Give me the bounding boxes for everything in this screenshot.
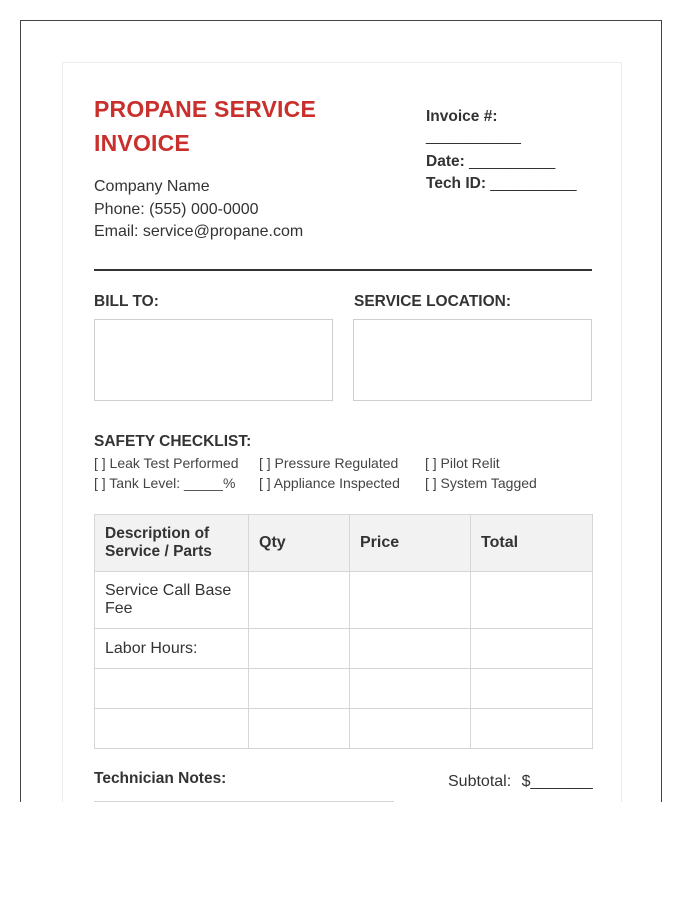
invoice-title: PROPANE SERVICE INVOICE [94,96,316,156]
company-phone: Phone: (555) 000-0000 [94,200,259,218]
cell-qty[interactable] [249,709,350,749]
cell-qty[interactable] [249,629,350,669]
header-divider [94,269,592,271]
cell-description[interactable] [95,709,249,749]
checklist-title: SAFETY CHECKLIST: [94,433,252,450]
checklist-item[interactable]: [ ] Leak Test Performed [94,455,239,471]
company-info [94,176,303,244]
header-price: Price [350,515,471,572]
cell-qty[interactable] [249,572,350,629]
invoice-sheet [62,62,622,802]
tech-id-field[interactable] [426,175,577,193]
table-row [95,629,593,669]
cell-price[interactable] [350,629,471,669]
cell-total[interactable] [471,629,593,669]
table-row [95,669,593,709]
tech-id-label: Tech ID: [426,175,486,192]
service-location-label: SERVICE LOCATION: [354,293,512,310]
cell-total[interactable] [471,572,593,629]
technician-notes-label: Technician Notes: [94,770,227,787]
header-total: Total [471,515,593,572]
service-location-box[interactable] [353,319,592,401]
header-qty: Qty [249,515,350,572]
cell-price[interactable] [350,669,471,709]
checklist-item[interactable]: [ ] Pressure Regulated [259,455,399,471]
bill-to-box[interactable] [94,319,333,401]
subtotal-line [448,773,593,791]
page-frame [20,20,662,802]
invoice-number-label: Invoice #: [426,108,498,125]
date-blank: __________ [469,153,556,170]
checklist-item[interactable]: [ ] Appliance Inspected [259,475,400,491]
table-row [95,572,593,629]
date-label: Date: [426,153,465,170]
cell-qty[interactable] [249,669,350,709]
header-description: Description of Service / Parts [95,515,249,572]
invoice-number-field[interactable]: ___________ [426,128,521,145]
checklist-item[interactable]: [ ] Pilot Relit [425,455,500,471]
checklist-item[interactable]: [ ] Tank Level: _____% [94,475,236,491]
bill-to-label: BILL TO: [94,293,159,310]
cell-description[interactable] [95,669,249,709]
cell-total[interactable] [471,669,593,709]
table-row [95,709,593,749]
technician-notes-box[interactable] [94,801,394,802]
cell-price[interactable] [350,709,471,749]
cell-total[interactable] [471,709,593,749]
tech-id-blank: __________ [490,175,577,192]
cell-description[interactable]: Labor Hours: [95,629,249,669]
service-items-table [94,514,593,749]
company-email: Email: service@propane.com [94,223,304,240]
table-header-row [95,515,593,572]
company-name: Company Name [94,178,210,195]
date-field[interactable] [426,153,555,171]
checklist-item[interactable]: [ ] System Tagged [425,475,537,491]
cell-description[interactable]: Service Call Base Fee [95,572,249,629]
cell-price[interactable] [350,572,471,629]
subtotal-value[interactable]: $_______ [521,773,593,790]
subtotal-label: Subtotal: [448,773,512,790]
